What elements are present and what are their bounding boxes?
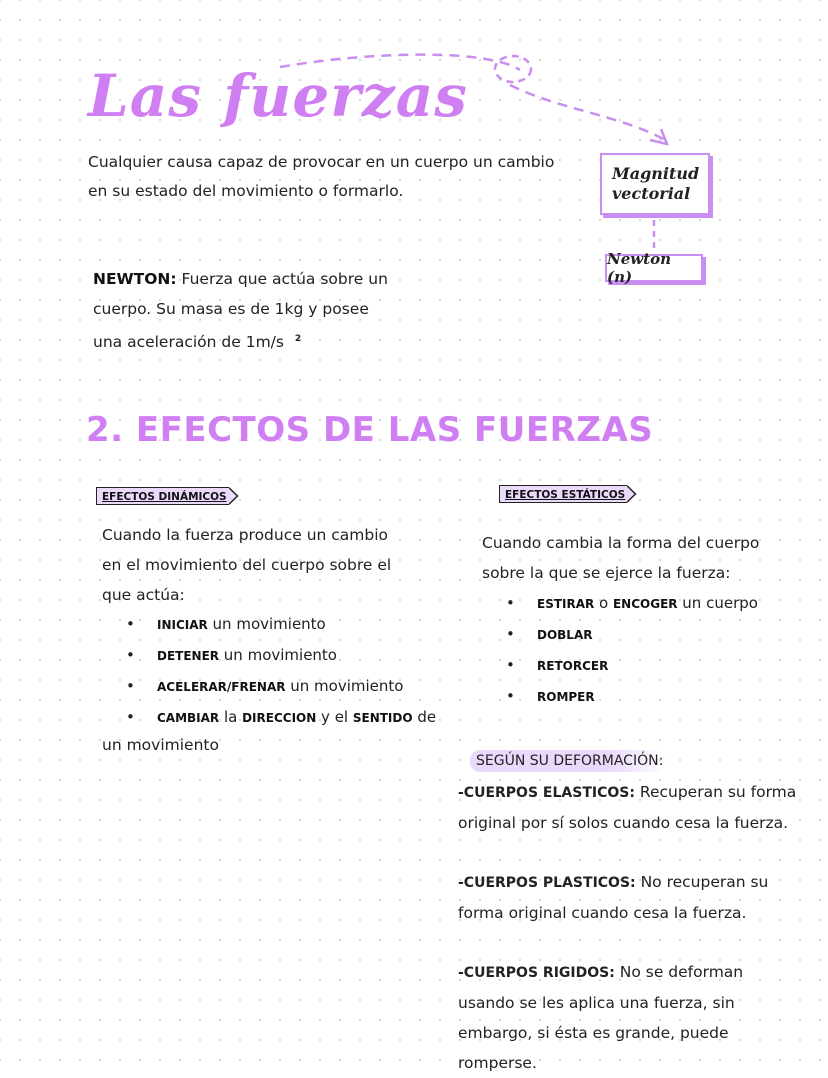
keyword: CAMBIAR (157, 711, 220, 725)
unit-box: Newton (n) (605, 254, 703, 282)
dynamic-tail: un movimiento (102, 736, 219, 754)
elastic-text: Recuperan su forma original por sí solos cuando cesa la fuerza. (458, 783, 797, 832)
list-item (506, 650, 758, 681)
bullet: • (126, 646, 135, 664)
list-item (126, 702, 437, 733)
newton-superscript: 2 (294, 334, 302, 344)
keyword: SENTIDO (352, 711, 413, 725)
bullet: • (506, 656, 515, 674)
static-list (506, 588, 758, 712)
tag-arrow-icon (627, 485, 637, 503)
bullet: • (126, 708, 135, 726)
item-text: de (412, 708, 437, 726)
plastic-bodies (458, 867, 798, 928)
magnitude-line1: Magnitud (612, 164, 700, 183)
list-item (506, 588, 758, 619)
tag-static-effects (499, 485, 637, 503)
keyword: ENCOGER (612, 597, 678, 611)
item-text: un cuerpo (677, 594, 758, 612)
plastic-text: No recuperan su forma original cuando cesa la fuerza. (458, 873, 769, 922)
elastic-label: -CUERPOS ELASTICOS: (458, 785, 635, 801)
definition-text: Cualquier causa capaz de provocar en un cuerpo un cambio en su estado del movimiento o formarlo. (88, 153, 555, 200)
bullet: • (506, 625, 515, 643)
section-title: 2. EFECTOS DE LAS FUERZAS (86, 410, 654, 450)
magnitude-box (600, 153, 710, 215)
tag-dynamic-effects (96, 487, 239, 505)
list-item (126, 640, 436, 671)
list-item (126, 671, 436, 702)
magnitude-line2: vectorial (612, 184, 691, 203)
box-connector (650, 218, 658, 254)
tag-arrow-icon (229, 487, 239, 505)
deformation-heading: SEGÚN SU DEFORMACIÓN: (470, 750, 667, 772)
keyword: ESTIRAR (537, 597, 595, 611)
list-item (506, 681, 758, 712)
newton-text: Fuerza que actúa sobre un cuerpo. Su masa es de 1kg y posee una aceleración de 1m/s (93, 270, 388, 352)
item-text: o (594, 594, 613, 612)
dynamic-intro: Cuando la fuerza produce un cambio en el movimiento del cuerpo sobre el que actúa: (102, 526, 392, 604)
tag-static-label: EFECTOS ESTÁTICOS (499, 485, 627, 503)
keyword: DIRECCION (242, 711, 317, 725)
static-intro: Cuando cambia la forma del cuerpo sobre la que se ejerce la fuerza: (482, 534, 760, 582)
item-text: la (219, 708, 243, 726)
keyword: DETENER (157, 649, 220, 663)
bullet: • (506, 594, 515, 612)
newton-definition (93, 264, 393, 357)
page-title: Las fuerzas (88, 62, 468, 130)
list-item (126, 609, 436, 640)
item-text: un movimiento (285, 677, 404, 695)
keyword: DOBLAR (537, 628, 593, 642)
rigid-label: -CUERPOS RIGIDOS: (458, 965, 615, 981)
rigid-bodies (458, 957, 798, 1078)
item-text: un movimiento (207, 615, 326, 633)
newton-label: NEWTON: (93, 270, 177, 288)
keyword: ROMPER (537, 690, 595, 704)
dynamic-list (126, 609, 437, 733)
keyword: INICIAR (157, 618, 208, 632)
item-text: un movimiento (219, 646, 337, 664)
plastic-label: -CUERPOS PLASTICOS: (458, 875, 636, 891)
elastic-bodies (458, 777, 798, 838)
bullet: • (126, 615, 135, 633)
tag-dynamic-label: EFECTOS DINÁMICOS (96, 487, 229, 505)
bullet: • (506, 687, 515, 705)
list-item (506, 619, 758, 650)
bullet: • (126, 677, 135, 695)
item-text: y el (316, 708, 353, 726)
keyword: ACELERAR/FRENAR (157, 680, 286, 694)
rigid-text: No se deforman usando se les aplica una fuerza, sin embargo, si ésta es grande, puede romperse. (458, 963, 744, 1072)
keyword: RETORCER (537, 659, 609, 673)
